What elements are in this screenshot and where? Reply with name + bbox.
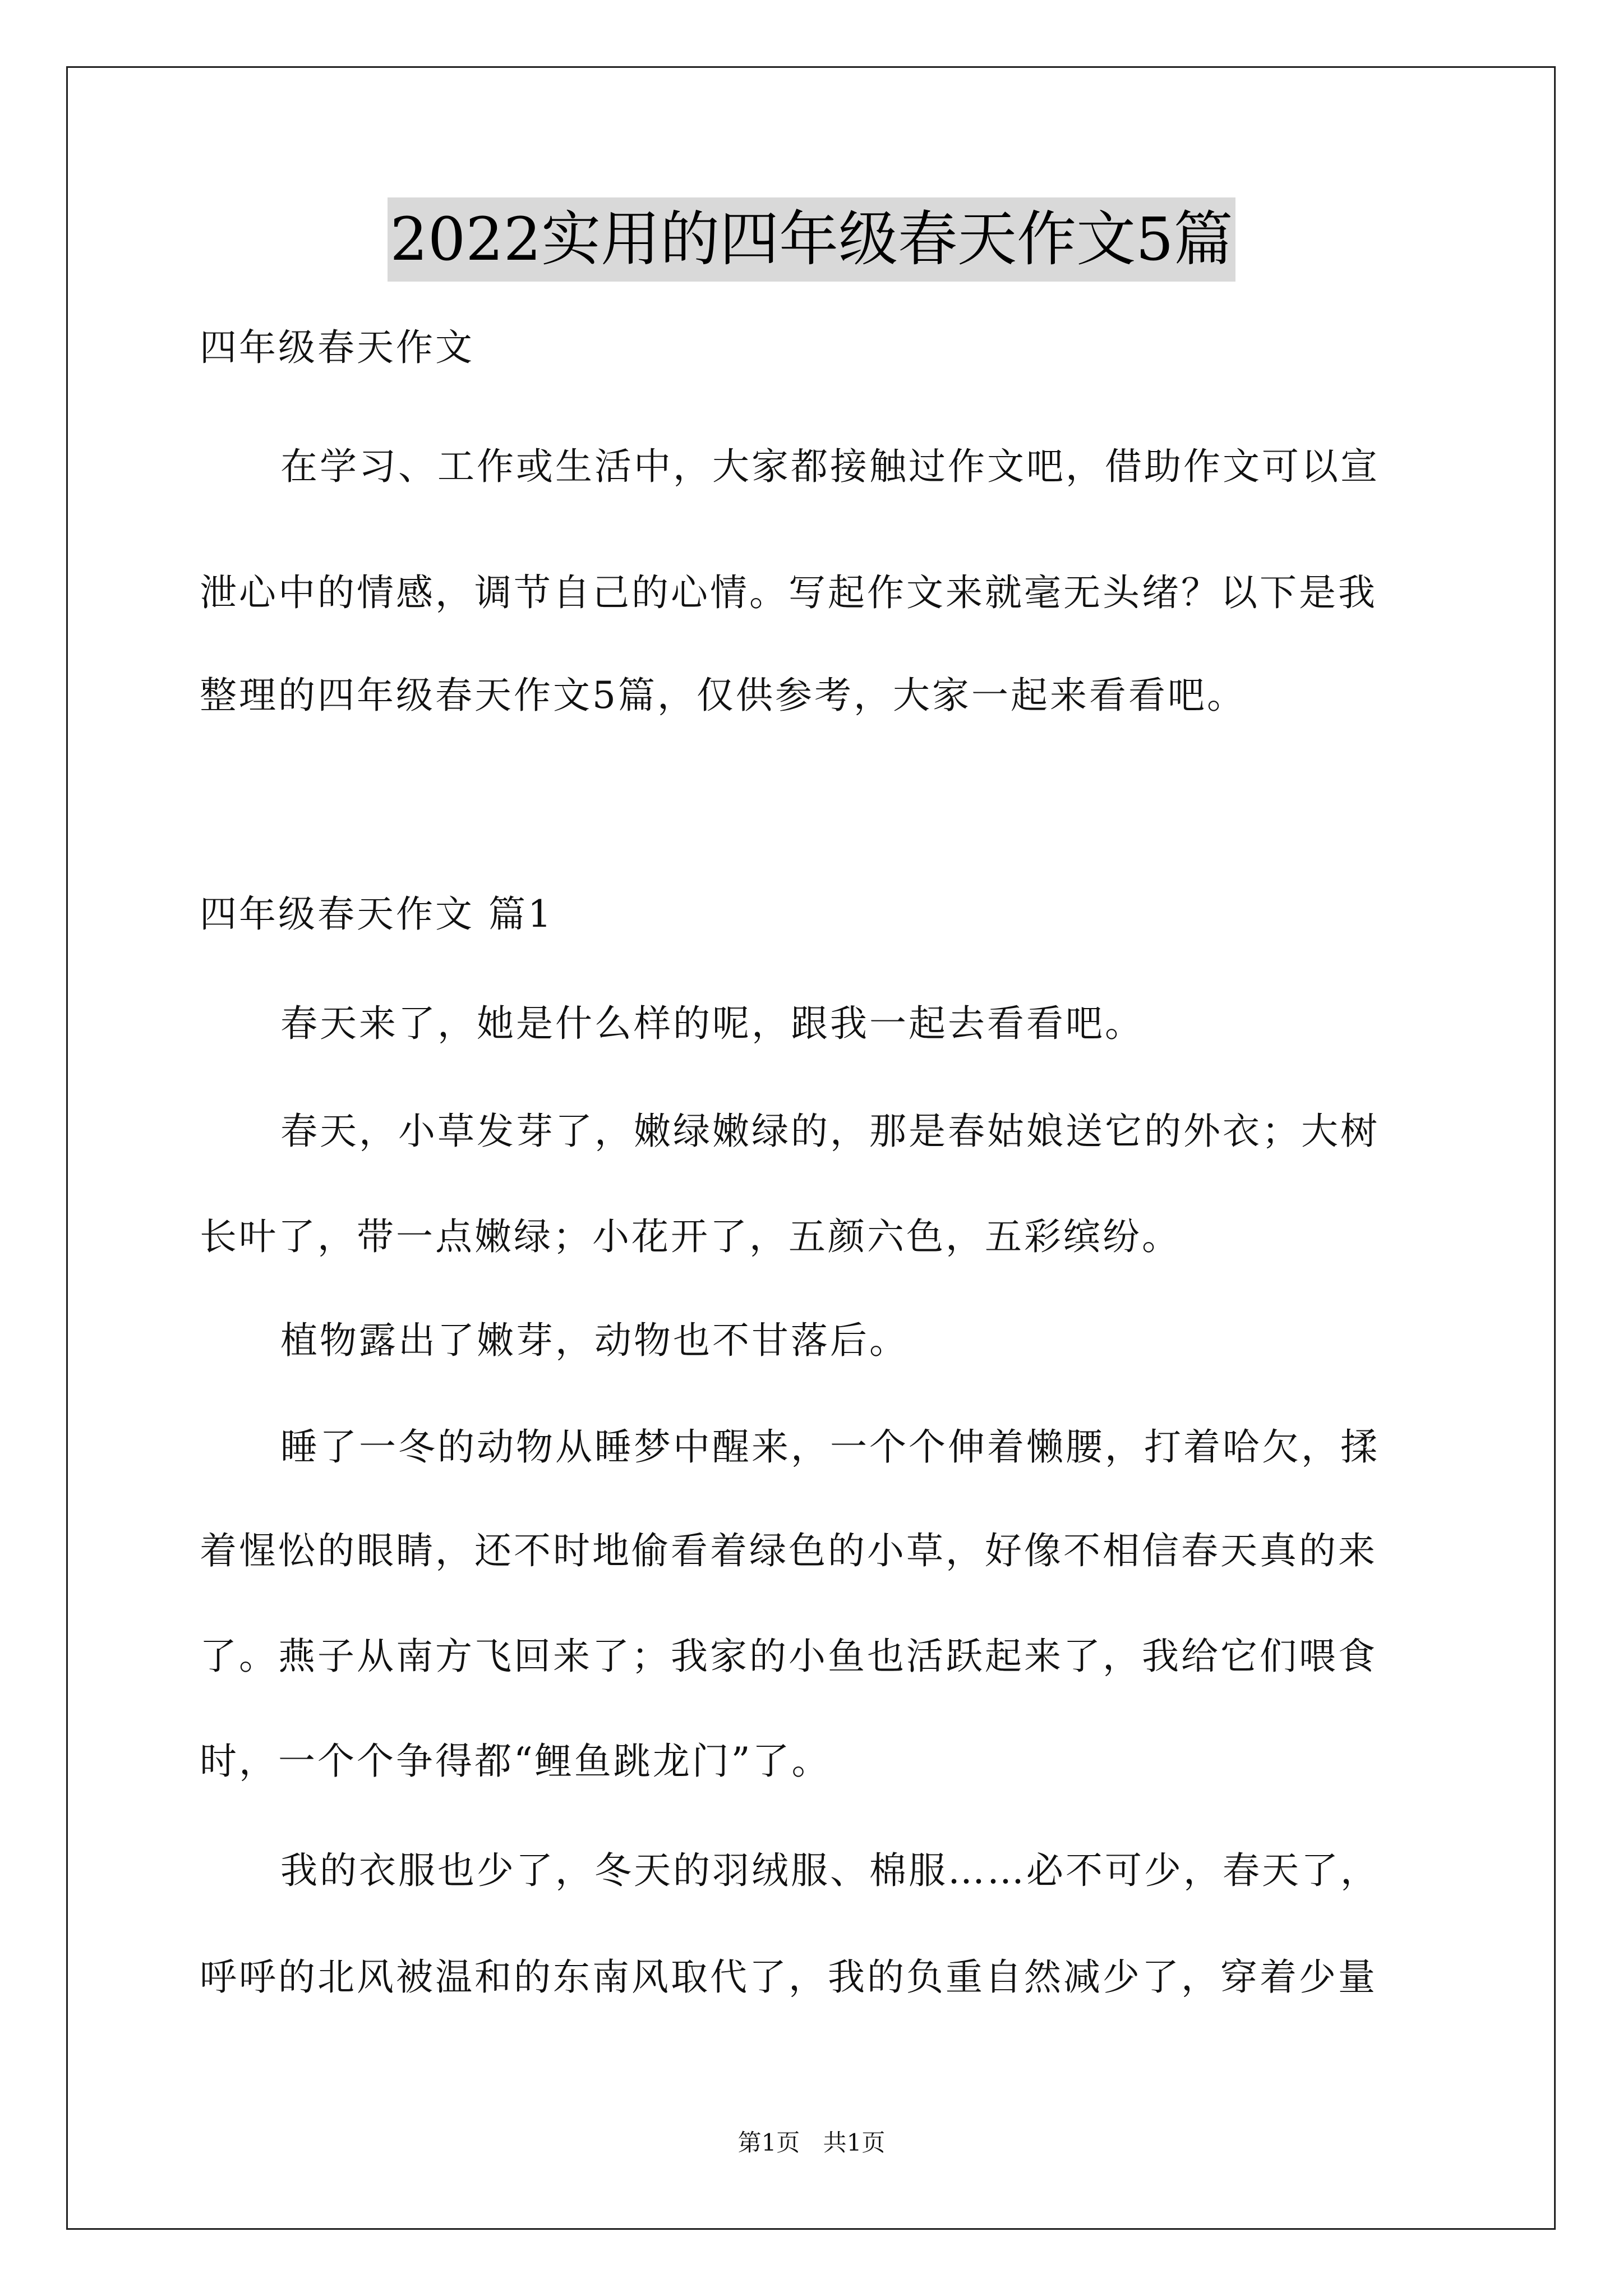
paragraph-line: 着惺忪的眼睛，还不时地偷看着绿色的小草，好像不相信春天真的来 xyxy=(200,1529,1377,1572)
essay-heading: 四年级春天作文 篇1 xyxy=(200,892,554,936)
page-footer xyxy=(0,2126,1623,2160)
paragraph-line: 春天来了，她是什么样的呢，跟我一起去看看吧。 xyxy=(280,1002,1144,1045)
paragraph-line: 睡了一冬的动物从睡梦中醒来，一个个伸着懒腰，打着哈欠，揉 xyxy=(280,1425,1380,1469)
paragraph-line: 时，一个个争得都“鲤鱼跳龙门”了。 xyxy=(200,1740,831,1783)
paragraph-line: 呼呼的北风被温和的东南风取代了，我的负重自然减少了，穿着少量 xyxy=(200,1955,1377,1999)
paragraph-line: 整理的四年级春天作文5篇，仅供参考，大家一起来看看吧。 xyxy=(200,674,1246,717)
total-pages: 共1页 xyxy=(823,2129,886,2156)
title-container xyxy=(0,197,1623,282)
paragraph-line: 泄心中的情感，调节自己的心情。写起作文来就毫无头绪？以下是我 xyxy=(200,571,1377,614)
page-number: 第1页 xyxy=(737,2129,800,2156)
paragraph-line: 长叶了，带一点嫩绿；小花开了，五颜六色，五彩缤纷。 xyxy=(200,1215,1181,1258)
document-title: 2022实用的四年级春天作文5篇 xyxy=(388,197,1235,282)
section-heading: 四年级春天作文 xyxy=(200,326,474,369)
paragraph-line: 春天，小草发芽了，嫩绿嫩绿的，那是春姑娘送它的外衣；大树 xyxy=(280,1110,1380,1153)
paragraph-line: 我的衣服也少了，冬天的羽绒服、棉服……必不可少，春天了， xyxy=(280,1849,1380,1892)
paragraph-line: 在学习、工作或生活中，大家都接触过作文吧，借助作文可以宣 xyxy=(280,445,1380,488)
paragraph-line: 植物露出了嫩芽，动物也不甘落后。 xyxy=(280,1319,909,1362)
paragraph-line: 了。燕子从南方飞回来了；我家的小鱼也活跃起来了，我给它们喂食 xyxy=(200,1635,1377,1678)
